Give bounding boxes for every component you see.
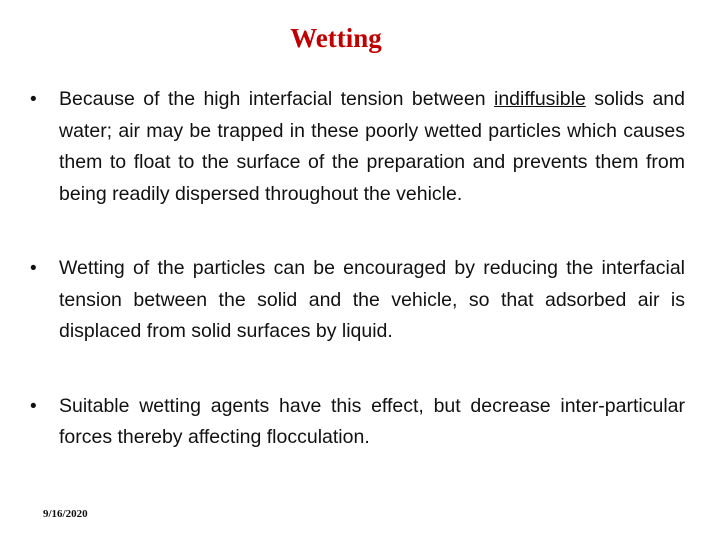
bullet-icon: • [30,89,37,110]
bullet-text: Because of the high interfacial tension between indiffusible solids and water; air may be trapped in these poorly wetted particles which causes them to float to the surface of the preparation and prevents them from being readily dispersed throughout the vehicle. [59,88,685,205]
bullet-item [30,391,685,454]
bullet-text: Wetting of the particles can be encouraged by reducing the interfacial tension between the solid and the vehicle, so that adsorbed air is displaced from solid surfaces by liquid. [59,257,685,342]
bullet-list [30,84,685,454]
bullet-icon: • [30,395,37,417]
bullet-text: Suitable wetting agents have this effect, but decrease inter-particular forces thereby affecting flocculation. [59,394,685,448]
underlined-term: indiffusible [494,88,586,110]
bullet-icon: • [30,258,37,279]
footer-date: 9/16/2020 [43,508,88,520]
slide-title: Wetting [290,23,382,53]
bullet-item [30,84,685,210]
bullet-item [30,253,685,348]
